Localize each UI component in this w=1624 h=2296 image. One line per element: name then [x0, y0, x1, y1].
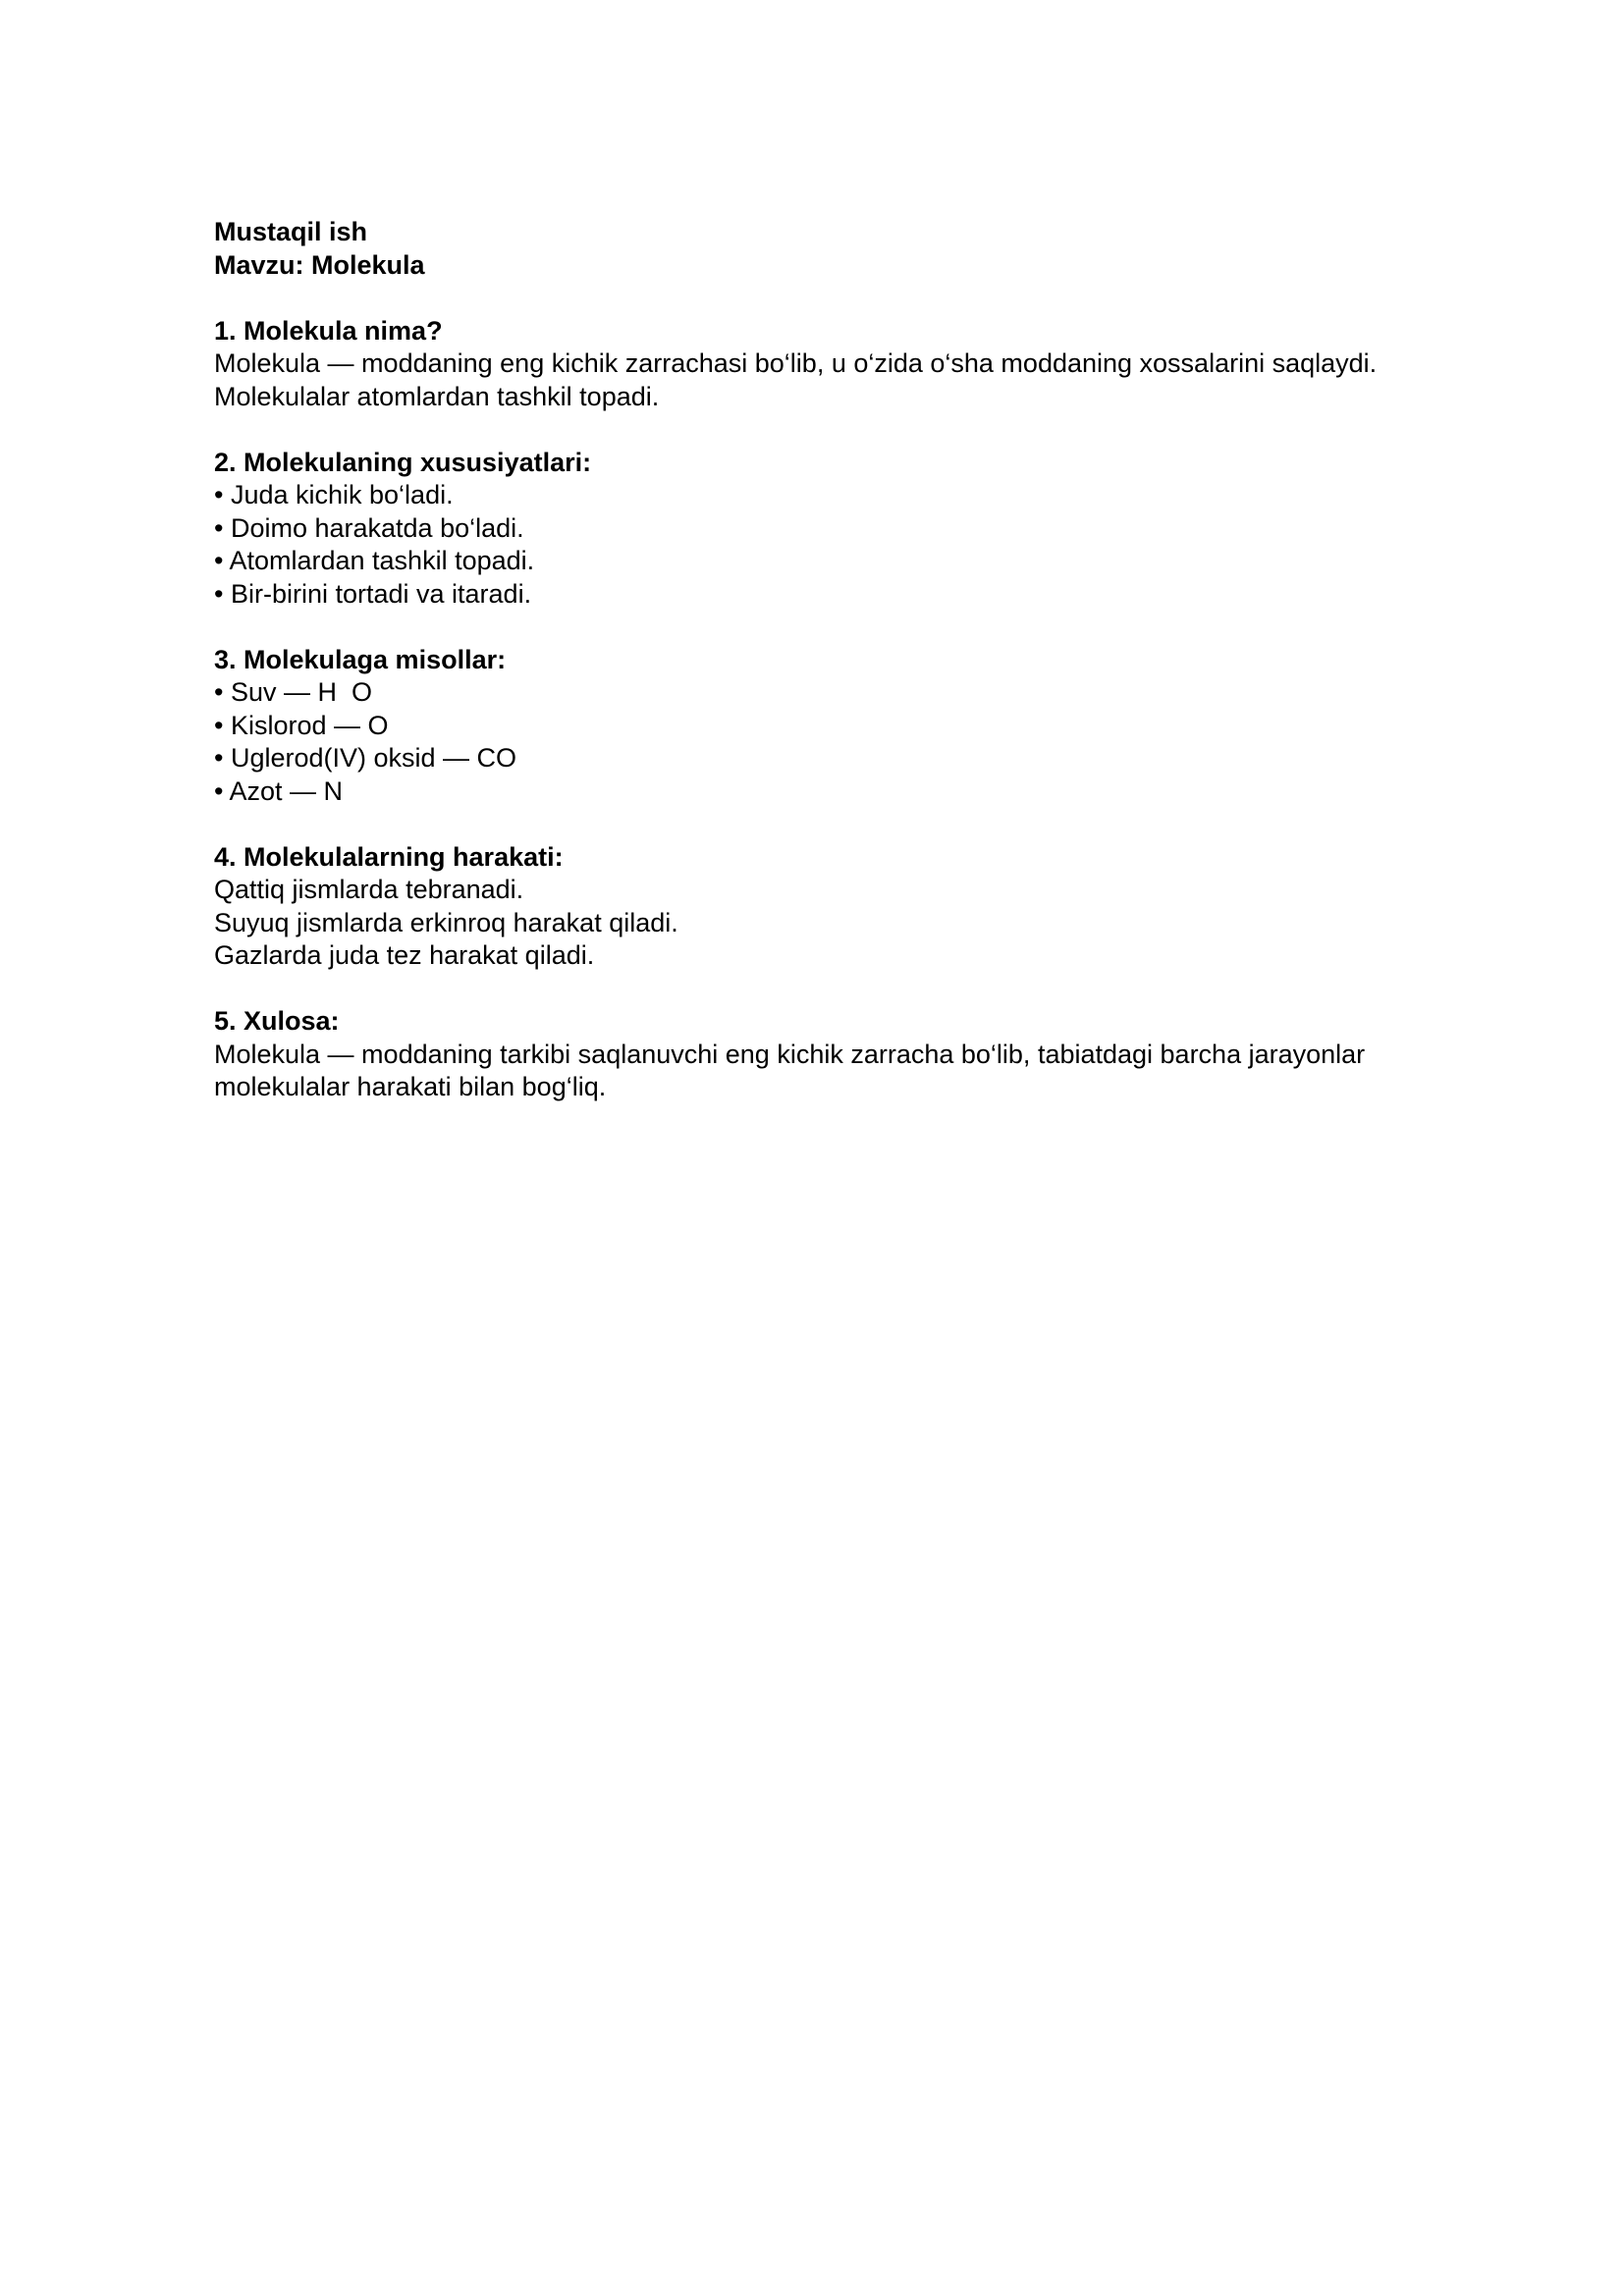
document-page [214, 216, 1432, 1104]
document-subtitle: Mavzu: Molekula [214, 249, 425, 280]
text-line: Gazlarda juda tez harakat qiladi. [214, 940, 595, 970]
list-item: • Bir-birini tortadi va itaradi. [214, 578, 532, 609]
list-item: • Uglerod(IV) oksid — CO [214, 743, 517, 773]
list-item: • Doimo harakatda bo‘ladi. [214, 512, 524, 543]
section-heading: 5. Xulosa: [214, 1006, 340, 1036]
spacer [214, 413, 1432, 447]
paragraph-line: molekulalar harakati bilan bog‘liq. [214, 1072, 607, 1101]
examples-list [214, 676, 1432, 808]
properties-list [214, 479, 1432, 611]
section-heading: 4. Molekulalarning harakati: [214, 841, 564, 872]
section-conclusion [214, 1005, 1432, 1104]
spacer [214, 611, 1432, 644]
section-heading: 2. Molekulaning xususiyatlari: [214, 447, 592, 477]
list-item: • Suv — H O [214, 677, 372, 707]
spacer [214, 973, 1432, 1006]
section-properties [214, 447, 1432, 612]
paragraph-line: Molekula — moddaning tarkibi saqlanuvchi eng kichik zarracha bo‘lib, tabiatdagi barcha jarayonlar [214, 1039, 1366, 1069]
section-heading: 3. Molekulaga misollar: [214, 644, 507, 674]
list-item: • Kislorod — O [214, 710, 389, 740]
list-item: • Atomlardan tashkil topadi. [214, 546, 535, 575]
section-what-is-molecule [214, 315, 1432, 414]
section-heading: 1. Molekula nima? [214, 315, 443, 346]
section-examples [214, 644, 1432, 809]
section-motion [214, 841, 1432, 973]
document-title: Mustaqil ish [214, 217, 368, 246]
text-line: Suyuq jismlarda erkinroq harakat qiladi. [214, 907, 678, 937]
paragraph-line: Molekulalar atomlardan tashkil topadi. [214, 381, 660, 411]
list-item: • Juda kichik bo‘ladi. [214, 480, 454, 509]
spacer [214, 282, 1432, 315]
list-item: • Azot — N [214, 775, 343, 806]
text-line: Qattiq jismlarda tebranadi. [214, 875, 524, 904]
paragraph-line: Molekula — moddaning eng kichik zarrachasi bo‘lib, u o‘zida o‘sha moddaning xossalarini saqlaydi. [214, 348, 1378, 378]
spacer [214, 808, 1432, 841]
